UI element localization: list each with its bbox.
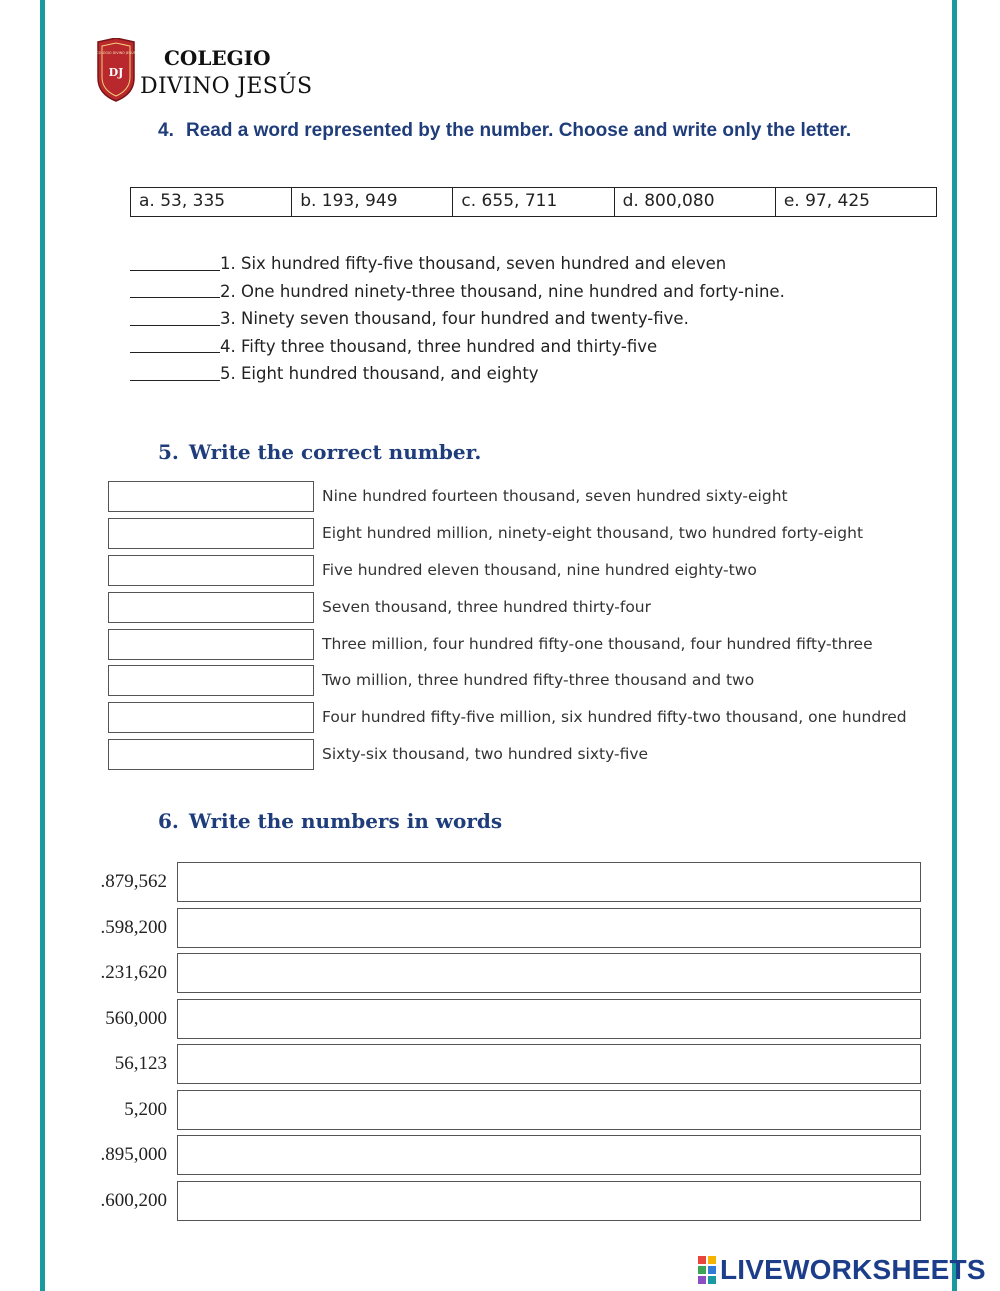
option-a: a. 53, 335: [131, 188, 292, 216]
list-item: [130, 305, 785, 333]
words-answer-input[interactable]: [177, 908, 921, 948]
shield-text: COLEGIO DIVINO JESÚS: [96, 51, 136, 55]
number-answer-input[interactable]: [108, 518, 314, 549]
option-e: e. 97, 425: [783, 191, 870, 211]
answer-blank[interactable]: [130, 252, 220, 271]
option-d: d. 800,080: [615, 188, 776, 216]
words-answer-input[interactable]: [177, 1181, 921, 1221]
answer-blank[interactable]: [130, 362, 220, 381]
section4-number: 4.: [158, 120, 174, 141]
section5-heading: [158, 440, 481, 464]
number-label: .231,620: [100, 962, 167, 983]
option-c: c. 655, 711: [453, 188, 614, 216]
section6-heading: [158, 809, 502, 833]
list-item: [130, 250, 785, 278]
words-answer-input[interactable]: [177, 1135, 921, 1175]
item-text: 1. Six hundred fifty-five thousand, seven hundred and eleven: [220, 254, 727, 273]
item-text: 4. Fifty three thousand, three hundred and thirty-five: [220, 336, 658, 356]
words-answer-input[interactable]: [177, 953, 921, 993]
number-label: 560,000: [105, 1007, 167, 1029]
item-text: 5. Eight hundred thousand, and eighty: [220, 364, 539, 383]
item-text: Three million, four hundred fifty-one thousand, four hundred fifty-three: [322, 634, 873, 653]
number-answer-input[interactable]: [108, 739, 314, 770]
words-answer-input[interactable]: [177, 862, 921, 902]
number-answer-input[interactable]: [108, 481, 314, 512]
number-label: .895,000: [100, 1144, 167, 1165]
words-answer-input[interactable]: [177, 1044, 921, 1084]
school-logo: [96, 38, 316, 104]
shield-icon: [96, 38, 136, 102]
words-answer-input[interactable]: [177, 999, 921, 1039]
item-text: Sixty-six thousand, two hundred sixty-five: [322, 745, 649, 764]
page-border-right: [952, 0, 957, 1291]
section6-number: 6.: [158, 809, 179, 833]
number-label: 56,123: [114, 1053, 167, 1074]
option-b: b. 193, 949: [292, 188, 453, 216]
number-answer-input[interactable]: [108, 555, 314, 586]
item-text: Seven thousand, three hundred thirty-four: [322, 597, 651, 616]
school-name-line2: DIVINO JESÚS: [140, 74, 313, 99]
list-item: [130, 333, 785, 361]
number-answer-input[interactable]: [108, 629, 314, 660]
number-label: 5,200: [124, 1098, 167, 1120]
number-label: .600,200: [100, 1189, 167, 1211]
number-answer-input[interactable]: [108, 592, 314, 623]
section4-options-table: [130, 187, 937, 217]
item-text: Eight hundred million, ninety-eight thousand, two hundred forty-eight: [322, 523, 864, 542]
answer-blank[interactable]: [130, 334, 220, 353]
number-label: .879,562: [100, 871, 167, 892]
number-answer-input[interactable]: [108, 702, 314, 733]
item-text: Five hundred eleven thousand, nine hundred eighty-two: [322, 560, 757, 579]
item-text: Two million, three hundred fifty-three thousand and two: [322, 671, 755, 690]
answer-blank[interactable]: [130, 279, 220, 298]
liveworksheets-logo: [698, 1255, 986, 1285]
number-answer-input[interactable]: [108, 665, 314, 696]
list-item: [130, 278, 785, 306]
section5-title: Write the correct number.: [188, 440, 482, 464]
page-border-left: [40, 0, 45, 1291]
brand-squares-icon: [698, 1256, 716, 1284]
item-text: 2. One hundred ninety-three thousand, nine hundred and forty-nine.: [220, 281, 785, 301]
section4-title: Read a word represented by the number. Choose and write only the letter.: [186, 120, 852, 141]
brand-name: LIVEWORKSHEETS: [720, 1254, 986, 1285]
shield-initials: DJ: [108, 66, 124, 79]
item-text: 3. Ninety seven thousand, four hundred and twenty-five.: [220, 309, 689, 328]
list-item: [130, 360, 785, 388]
item-text: Four hundred fifty-five million, six hundred fifty-two thousand, one hundred: [322, 708, 907, 727]
section5-number: 5.: [158, 440, 179, 464]
words-answer-input[interactable]: [177, 1090, 921, 1130]
answer-blank[interactable]: [130, 307, 220, 326]
number-label: .598,200: [100, 916, 167, 938]
section6-title: Write the numbers in words: [188, 809, 503, 833]
school-name-line1: COLEGIO: [164, 46, 271, 70]
item-text: Nine hundred fourteen thousand, seven hundred sixty-eight: [322, 487, 788, 505]
section4-items: [130, 250, 785, 388]
section4-heading: [158, 116, 858, 146]
